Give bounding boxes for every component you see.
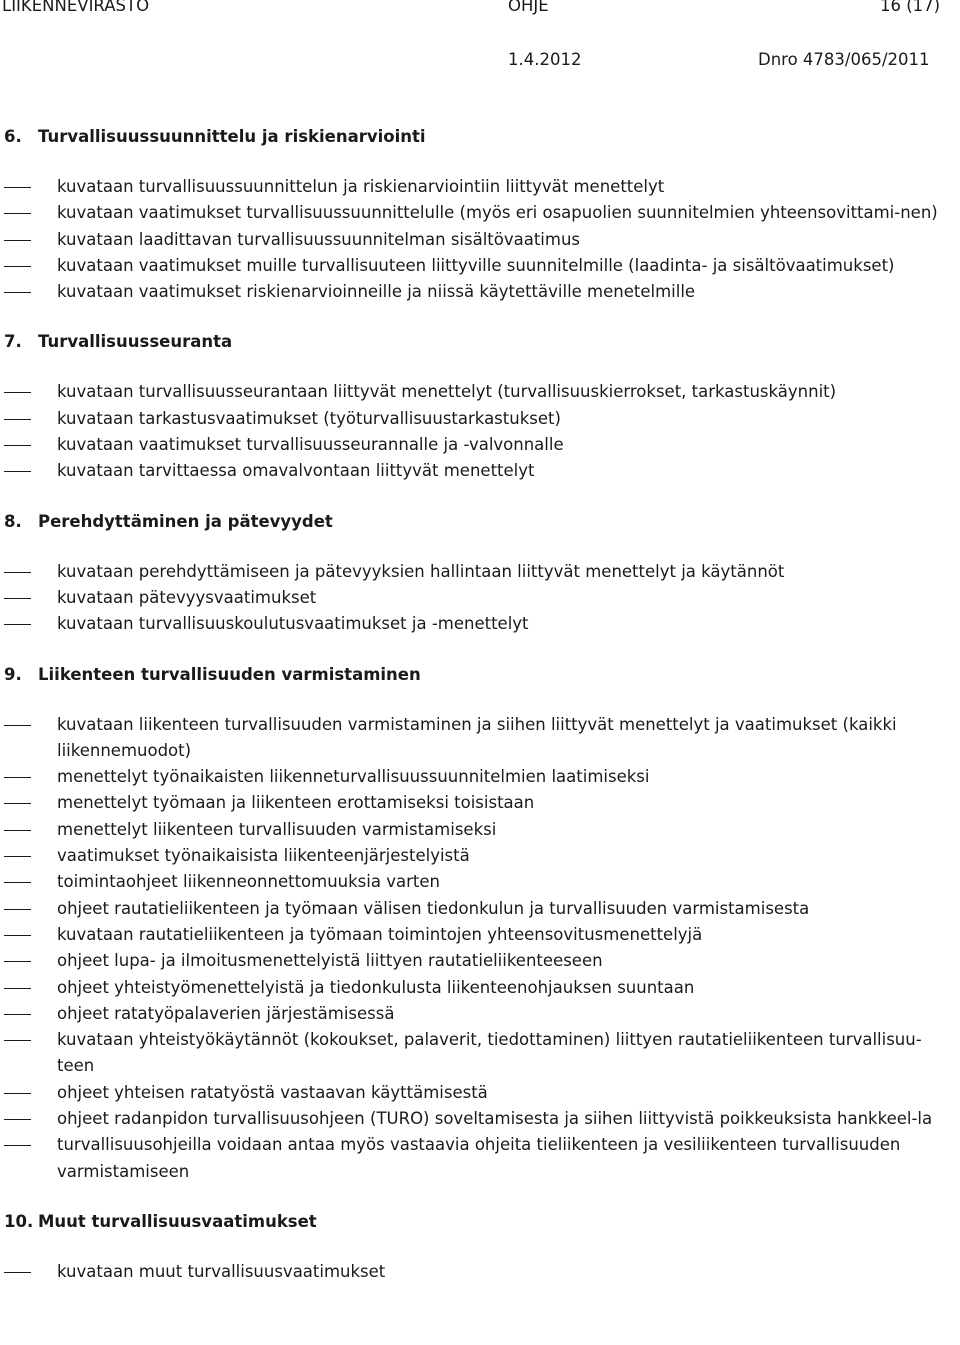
section-heading xyxy=(0,662,960,688)
section-title: Liikenteen turvallisuuden varmistaminen xyxy=(38,664,421,684)
dash-bullet-icon xyxy=(4,1145,31,1146)
list-item-text: kuvataan tarkastusvaatimukset (työturvallisuustarkastukset) xyxy=(57,408,561,428)
section-10 xyxy=(0,1209,960,1285)
list-item xyxy=(0,585,960,611)
dash-bullet-icon xyxy=(4,471,31,472)
list-item xyxy=(0,200,960,226)
list-item xyxy=(0,227,960,253)
list-item-text: menettelyt työnaikaisten liikenneturvallisuussuunnitelmien laatimiseksi xyxy=(57,767,650,787)
section-number: 10. xyxy=(4,1211,34,1231)
bullet-list xyxy=(0,174,960,305)
list-item xyxy=(0,379,960,405)
list-item xyxy=(0,817,960,843)
document-date: 1.4.2012 xyxy=(508,50,582,69)
section-8 xyxy=(0,509,960,638)
list-item-text: ohjeet yhteisen ratatyöstä vastaavan käyttämisestä xyxy=(57,1082,488,1102)
document-type: OHJE xyxy=(508,0,549,15)
section-heading xyxy=(0,1209,960,1235)
organization-name: LIIKENNEVIRASTO xyxy=(2,0,150,15)
dash-bullet-icon xyxy=(4,961,31,962)
list-item-text: kuvataan rautatieliikenteen ja työmaan toimintojen yhteensovitusmenettelyjä xyxy=(57,924,703,944)
dash-bullet-icon xyxy=(4,572,31,573)
section-number: 9. xyxy=(4,664,22,684)
list-item xyxy=(0,253,960,279)
list-item xyxy=(0,843,960,869)
list-item-text: ohjeet ratatyöpalaverien järjestämisessä xyxy=(57,1003,395,1023)
bullet-list xyxy=(0,712,960,1185)
dash-bullet-icon xyxy=(4,419,31,420)
list-item-text: vaatimukset työnaikaisista liikenteenjärjestelyistä xyxy=(57,846,470,866)
list-item xyxy=(0,869,960,895)
section-9 xyxy=(0,662,960,1185)
bullet-list xyxy=(0,379,960,484)
dash-bullet-icon xyxy=(4,624,31,625)
section-number: 7. xyxy=(4,332,22,352)
list-item xyxy=(0,1259,960,1285)
section-6 xyxy=(0,124,960,305)
list-item-text: kuvataan liikenteen turvallisuuden varmistaminen ja siihen liittyvät menettelyt ja vaatimukset (kaikki liikennemuodot) xyxy=(57,714,897,760)
list-item xyxy=(0,948,960,974)
list-item-text: menettelyt työmaan ja liikenteen erottamiseksi toisistaan xyxy=(57,793,535,813)
dash-bullet-icon xyxy=(4,1014,31,1015)
list-item-text: ohjeet radanpidon turvallisuusohjeen (TURO) soveltamisesta ja siihen liittyvistä poikkeuksista hankkeel-la xyxy=(57,1109,933,1129)
dash-bullet-icon xyxy=(4,1272,31,1273)
list-item-text: kuvataan vaatimukset muille turvallisuuteen liittyville suunnitelmille (laadinta- ja sisältövaatimukset) xyxy=(57,255,895,275)
page-number: 16 (17) xyxy=(880,0,941,15)
bullet-list xyxy=(0,1259,960,1285)
list-item xyxy=(0,432,960,458)
list-item xyxy=(0,174,960,200)
section-title: Perehdyttäminen ja pätevyydet xyxy=(38,511,333,531)
list-item-text: turvallisuusohjeilla voidaan antaa myös vastaavia ohjeita tieliikenteen ja vesiliikenteen turvallisuuden varmistamiseen xyxy=(57,1135,901,1181)
dash-bullet-icon xyxy=(4,1040,31,1041)
list-item-text: kuvataan laadittavan turvallisuussuunnitelman sisältövaatimus xyxy=(57,229,581,249)
dash-bullet-icon xyxy=(4,213,31,214)
list-item xyxy=(0,712,960,765)
list-item-text: kuvataan perehdyttämiseen ja pätevyyksien hallintaan liittyvät menettelyt ja käytännöt xyxy=(57,561,785,581)
dash-bullet-icon xyxy=(4,935,31,936)
section-7 xyxy=(0,329,960,484)
dash-bullet-icon xyxy=(4,882,31,883)
list-item xyxy=(0,975,960,1001)
document-reference-number: Dnro 4783/065/2011 xyxy=(758,50,930,69)
list-item-text: menettelyt liikenteen turvallisuuden varmistamiseksi xyxy=(57,819,497,839)
list-item xyxy=(0,559,960,585)
list-item xyxy=(0,790,960,816)
list-item xyxy=(0,1132,960,1185)
section-number: 8. xyxy=(4,511,22,531)
dash-bullet-icon xyxy=(4,1093,31,1094)
list-item-text: ohjeet lupa- ja ilmoitusmenettelyistä liittyen rautatieliikenteeseen xyxy=(57,951,603,971)
list-item-text: ohjeet yhteistyömenettelyistä ja tiedonkulusta liikenteenohjauksen suuntaan xyxy=(57,977,695,997)
dash-bullet-icon xyxy=(4,598,31,599)
list-item xyxy=(0,1106,960,1132)
section-heading xyxy=(0,329,960,355)
bullet-list xyxy=(0,559,960,638)
list-item xyxy=(0,611,960,637)
list-item-text: kuvataan muut turvallisuusvaatimukset xyxy=(57,1261,386,1281)
list-item xyxy=(0,764,960,790)
list-item xyxy=(0,1027,960,1080)
list-item-text: ohjeet rautatieliikenteen ja työmaan välisen tiedonkulun ja turvallisuuden varmistamisesta xyxy=(57,898,810,918)
section-title: Turvallisuusseuranta xyxy=(38,332,233,352)
list-item-text: kuvataan vaatimukset riskienarvioinneille ja niissä käytettäville menetelmille xyxy=(57,282,696,302)
list-item xyxy=(0,922,960,948)
list-item xyxy=(0,1001,960,1027)
list-item xyxy=(0,458,960,484)
list-item-text: kuvataan turvallisuusseurantaan liittyvät menettelyt (turvallisuuskierrokset, tarkastuskäynnit) xyxy=(57,382,837,402)
dash-bullet-icon xyxy=(4,725,31,726)
list-item xyxy=(0,279,960,305)
dash-bullet-icon xyxy=(4,777,31,778)
section-heading xyxy=(0,124,960,150)
dash-bullet-icon xyxy=(4,266,31,267)
dash-bullet-icon xyxy=(4,909,31,910)
dash-bullet-icon xyxy=(4,445,31,446)
dash-bullet-icon xyxy=(4,292,31,293)
list-item xyxy=(0,406,960,432)
dash-bullet-icon xyxy=(4,830,31,831)
list-item-text: kuvataan vaatimukset turvallisuusseurannalle ja -valvonnalle xyxy=(57,435,564,455)
list-item xyxy=(0,1080,960,1106)
list-item-text: kuvataan turvallisuussuunnittelun ja riskienarviointiin liittyvät menettelyt xyxy=(57,177,665,196)
dash-bullet-icon xyxy=(4,1119,31,1120)
dash-bullet-icon xyxy=(4,392,31,393)
dash-bullet-icon xyxy=(4,856,31,857)
list-item xyxy=(0,896,960,922)
list-item-text: kuvataan turvallisuuskoulutusvaatimukset ja -menettelyt xyxy=(57,614,529,634)
list-item-text: kuvataan pätevyysvaatimukset xyxy=(57,587,317,607)
dash-bullet-icon xyxy=(4,240,31,241)
section-heading xyxy=(0,509,960,535)
list-item-text: kuvataan yhteistyökäytännöt (kokoukset, palaverit, tiedottaminen) liittyen rautatieliikenteen turvallisuu-teen xyxy=(57,1030,922,1076)
list-item-text: kuvataan vaatimukset turvallisuussuunnittelulle (myös eri osapuolien suunnitelmien yhteensovittami-nen) xyxy=(57,203,938,223)
dash-bullet-icon xyxy=(4,988,31,989)
section-title: Muut turvallisuusvaatimukset xyxy=(38,1211,317,1231)
page-header xyxy=(0,0,960,80)
list-item-text: kuvataan tarvittaessa omavalvontaan liittyvät menettelyt xyxy=(57,461,535,481)
list-item-text: toimintaohjeet liikenneonnettomuuksia varten xyxy=(57,872,440,892)
section-title: Turvallisuussuunnittelu ja riskienarviointi xyxy=(38,127,426,146)
dash-bullet-icon xyxy=(4,187,31,188)
document-body xyxy=(0,124,960,1309)
section-number: 6. xyxy=(4,127,22,146)
dash-bullet-icon xyxy=(4,803,31,804)
